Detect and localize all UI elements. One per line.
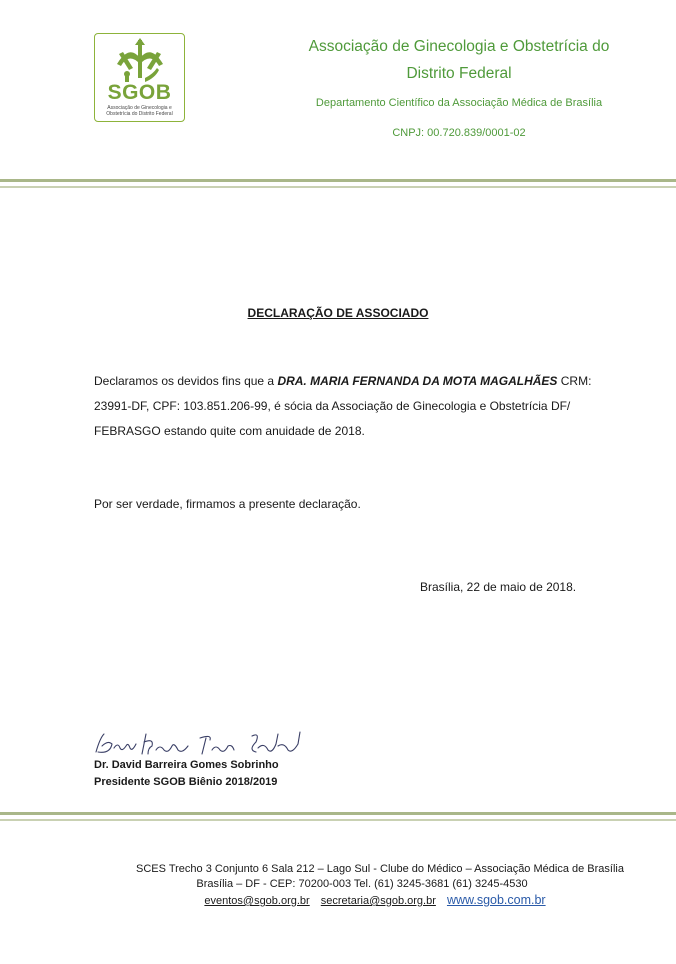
org-title-line2: Distrito Federal (406, 65, 512, 82)
footer-address-line2: Brasília – DF - CEP: 70200-003 Tel. (61) 3245-3681 (61) 3245-4530 (196, 878, 528, 890)
org-title-line1: Associação de Ginecologia e Obstetrícia do (308, 38, 610, 55)
email-secretary-link[interactable]: secretaria@sgob.org.br (320, 895, 436, 907)
footer-address-line1: SCES Trecho 3 Conjunto 6 Sala 212 – Lago Sul - Clube do Médico – Associação Médica de Brasília (136, 863, 624, 875)
logo-emblem-icon (109, 38, 171, 84)
declaration-body: CRM: 23991-DF, CPF: 103.851.206-99, é sócia da Associação de Ginecologia e Obstetrícia DF/ FEBRASGO estando quite com anuidade de 2018. (94, 374, 592, 438)
department-line: Departamento Científico da Associação Médica de Brasília (315, 97, 603, 109)
member-name: DRA. MARIA FERNANDA DA MOTA MAGALHÃES (277, 374, 558, 388)
closing-sentence: Por ser verdade, firmamos a presente declaração. (94, 497, 361, 511)
email-events-link[interactable]: eventos@sgob.org.br (204, 895, 310, 907)
sgob-logo (94, 33, 185, 122)
declaration-paragraph (94, 369, 604, 444)
org-title (280, 33, 638, 87)
signatory-name: Dr. David Barreira Gomes Sobrinho (94, 759, 279, 771)
logo-abbr: SGOB (107, 81, 172, 104)
website-link[interactable]: www.sgob.com.br (446, 893, 546, 907)
place-date: Brasília, 22 de maio de 2018. (420, 580, 577, 594)
footer-divider (0, 812, 676, 815)
declaration-intro: Declaramos os devidos fins que a (94, 374, 278, 388)
handwritten-signature (92, 728, 312, 760)
logo-caption: Associação de Ginecologia e Obstetrícia do Distrito Federal (106, 105, 173, 117)
footer-contacts (0, 893, 676, 907)
header-divider (0, 179, 676, 182)
cnpj-line: CNPJ: 00.720.839/0001-02 (392, 127, 526, 139)
signatory-role: Presidente SGOB Biênio 2018/2019 (94, 776, 278, 788)
footer-divider-thin (0, 819, 676, 821)
header-divider-thin (0, 186, 676, 188)
document-title: DECLARAÇÃO DE ASSOCIADO (247, 306, 429, 320)
